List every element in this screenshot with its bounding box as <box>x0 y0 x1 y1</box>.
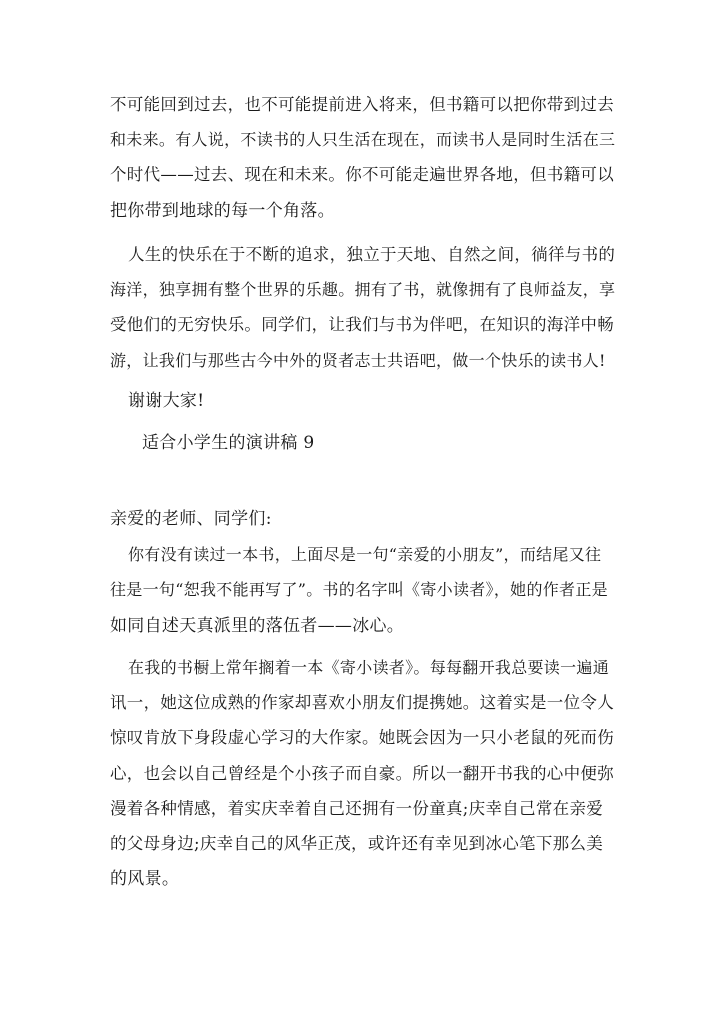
paragraph-line: 海洋，独享拥有整个世界的乐趣。拥有了书，就像拥有了良师益友，享 <box>110 280 616 299</box>
paragraph-line: 惊叹肯放下身段虚心学习的大作家。她既会因为一只小老鼠的死而伤 <box>110 728 614 747</box>
paragraph-line: 不可能回到过去，也不可能提前进入将来，但书籍可以把你带到过去 <box>110 95 614 114</box>
paragraph-line: 在我的书橱上常年搁着一本《寄小读者》。每每翻开我总要读一遍通 <box>128 658 610 677</box>
paragraph-line: 人生的快乐在于不断的追求，独立于天地、自然之间，徜徉与书的 <box>128 245 616 264</box>
closing-line: 谢谢大家! <box>128 391 205 411</box>
paragraph-line: 漫着各种情感，着实庆幸着自己还拥有一份童真;庆幸自己常在亲爱 <box>110 799 604 818</box>
paragraph-line: 游，让我们与那些古今中外的贤者志士共语吧，做一个快乐的读书人! <box>110 351 606 370</box>
paragraph-line: 如同自述天真派里的落伍者——冰心。 <box>110 616 405 636</box>
paragraph-line: 的风景。 <box>110 869 180 889</box>
paragraph-line: 心，也会以自己曾经是个小孩子而自豪。所以一翻开书我的心中便弥 <box>110 764 614 783</box>
paragraph-line: 受他们的无穷快乐。同学们，让我们与书为伴吧，在知识的海洋中畅 <box>110 315 614 334</box>
salutation: 亲爱的老师、同学们: <box>110 509 272 529</box>
paragraph-line: 的父母身边;庆幸自己的风华正茂，或许还有幸见到冰心笔下那么美 <box>110 834 604 853</box>
paragraph-line: 你有没有读过一本书，上面尽是一句“亲爱的小朋友”，而结尾又往 <box>128 545 602 564</box>
section-heading: 适合小学生的演讲稿 9 <box>142 433 315 453</box>
paragraph-line: 和未来。有人说，不读书的人只生活在现在，而读书人是同时生活在三 <box>110 130 616 149</box>
paragraph-line: 讯一，她这位成熟的作家却喜欢小朋友们提携她。这着实是一位令人 <box>110 693 614 712</box>
paragraph-line: 往是一句“恕我不能再写了”。书的名字叫《寄小读者》，她的作者正是 <box>110 580 608 599</box>
paragraph-line: 个时代——过去、现在和未来。你不可能走遍世界各地，但书籍可以 <box>110 165 614 184</box>
paragraph-line: 把你带到地球的每一个角落。 <box>110 201 335 221</box>
